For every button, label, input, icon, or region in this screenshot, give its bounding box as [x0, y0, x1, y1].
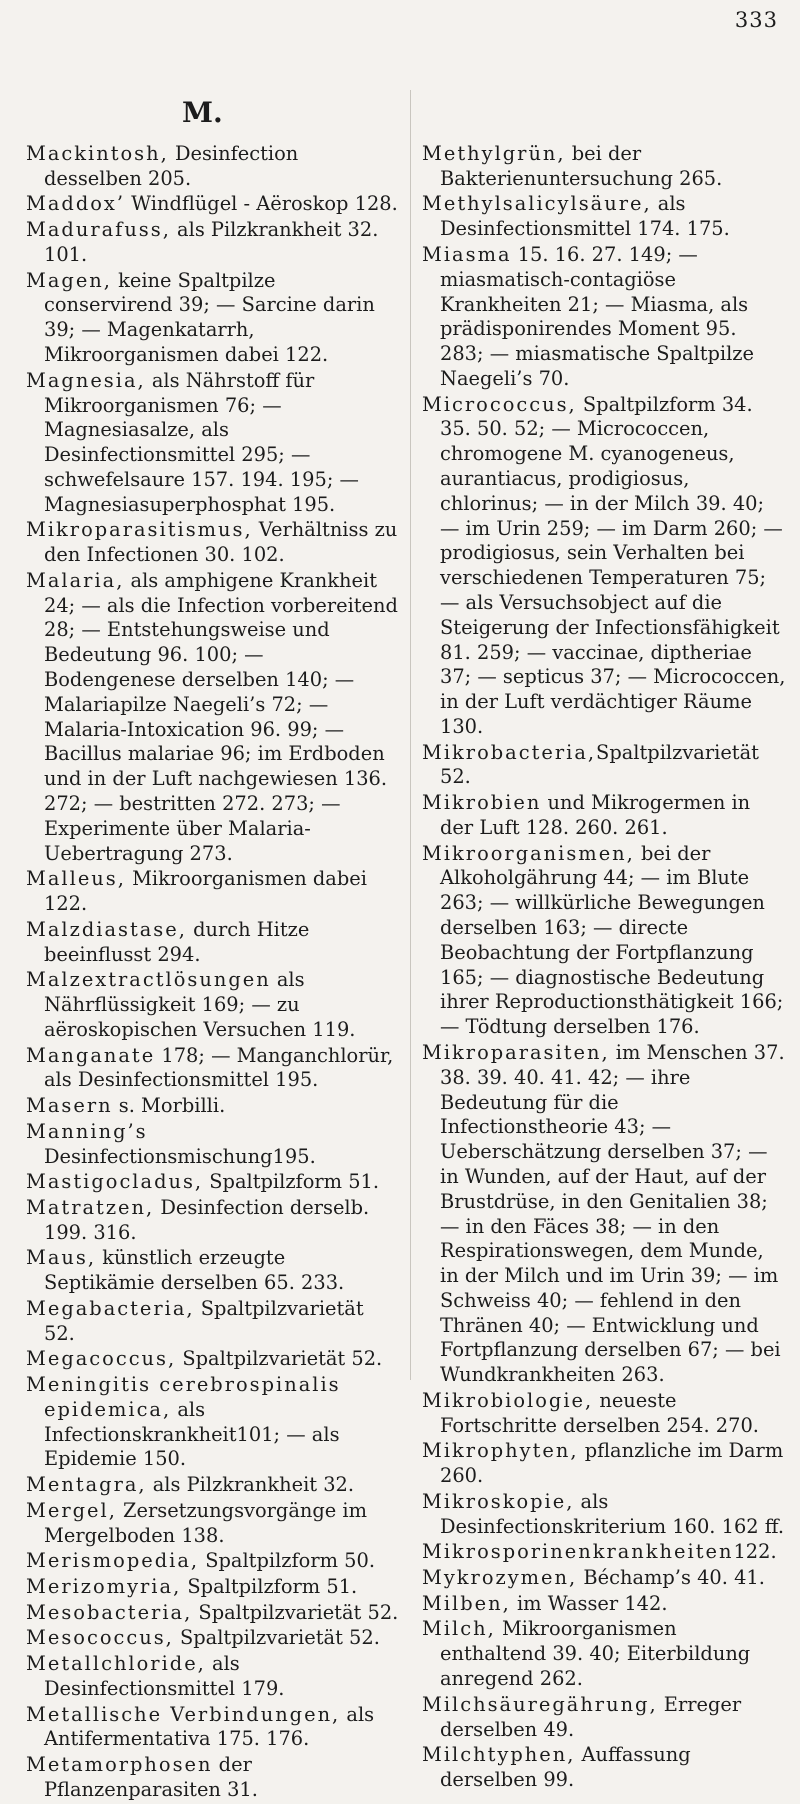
entry-keyword: Mackintosh,	[26, 142, 169, 165]
entry-text: bei der Alkoholgährung 44; — im Blute 263; — willkürliche Bewegungen derselben 163; — directe Beobachtung der Fortpflanzung 165; — diagnostische Bedeutung ihrer Reproductionsthätigkeit 166; — Tödtung derselben 176.	[440, 841, 784, 1039]
entry-keyword: Mikroskopie,	[422, 1489, 575, 1513]
index-entry	[26, 569, 400, 867]
entry-text: als Desinfectionsmittel 179.	[44, 1652, 285, 1700]
entry-text: Spaltpilzform 34. 35. 50. 52; — Micrococcen, chromogene M. cyanogeneus, aurantiacus, prodigiosus, chlorinus; — in der Milch 39. 40; — im Urin 259; — im Darm 260; — prodigiosus, sein Verhalten bei verschiedenen Temperaturen 75; — als Versuchsobject auf die Steigerung der Infectionsfähigkeit 81. 259; — vaccinae, diptheriae 37; — septicus 37; — Micrococcen, in der Luft verdächtiger Räume 130.	[440, 392, 786, 738]
entry-keyword: Milch,	[422, 1617, 496, 1641]
section-letter: M.	[182, 96, 223, 129]
entry-keyword: Magen,	[26, 268, 112, 292]
index-entry	[26, 1575, 400, 1600]
entry-text: 15. 16. 27. 149; — miasmatisch-contagiöse Krankheiten 21; — Miasma, als prädisponirendes Moment 95. 283; — miasmatische Spaltpilze Naegeli’s 70.	[440, 242, 754, 390]
index-entry	[26, 1373, 400, 1472]
index-column-right	[422, 142, 786, 1794]
entry-text: Auffassung derselben 99.	[440, 1743, 691, 1792]
entry-keyword: Mergel,	[26, 1498, 117, 1522]
page-number: 333	[734, 8, 778, 32]
entry-keyword: Masern	[26, 1094, 113, 1118]
entry-keyword: Maddox’	[26, 192, 126, 216]
entry-text: Mikroorganismen dabei 122.	[44, 867, 367, 916]
entry-text: künstlich erzeugte Septikämie derselben 65. 233.	[44, 1246, 345, 1295]
index-entry	[422, 243, 786, 392]
entry-text: Desinfection desselben 205.	[44, 142, 299, 190]
index-entry	[26, 1120, 400, 1170]
index-entry	[26, 867, 400, 917]
entry-keyword: Mesococcus,	[26, 1626, 174, 1650]
index-entry	[422, 393, 786, 740]
entry-text: als Pilzkrankheit 32. 101.	[44, 218, 379, 266]
entry-keyword: Mikroparasiten,	[422, 1040, 610, 1064]
index-entry	[26, 1094, 400, 1119]
entry-text: und Mikrogermen in der Luft 128. 260. 261.	[440, 791, 751, 839]
index-entry	[26, 1703, 400, 1753]
entry-keyword: Milchtyphen,	[422, 1743, 576, 1767]
entry-text: Mikroorganismen enthaltend 39. 40; Eiterbildung anregend 262.	[440, 1617, 751, 1691]
index-entry	[26, 1297, 400, 1347]
index-entry	[422, 192, 786, 242]
entry-text: Spaltpilzvarietät 52.	[440, 740, 759, 789]
entry-keyword: Manganate	[26, 1043, 156, 1067]
entry-keyword: Meningitis cerebrospinalis epidemica,	[26, 1373, 341, 1421]
entry-keyword: Mesobacteria,	[26, 1600, 193, 1624]
index-entry	[26, 1170, 400, 1195]
entry-text: bei der Bakterienuntersuchung 265.	[440, 142, 723, 190]
entry-keyword: Metallische Verbindungen,	[26, 1702, 341, 1726]
index-entry	[26, 269, 400, 368]
entry-keyword: Mikrophyten,	[422, 1439, 579, 1463]
entry-keyword: Metamorphosen	[26, 1753, 213, 1777]
index-entry	[422, 1490, 786, 1540]
index-entry	[422, 1041, 786, 1388]
entry-keyword: Mentagra,	[26, 1473, 147, 1497]
entry-text: als Pilzkrankheit 32.	[146, 1473, 355, 1497]
entry-keyword: Micrococcus,	[422, 392, 577, 416]
entry-text: Spaltpilzvarietät 52.	[176, 1347, 383, 1371]
entry-text: als Desinfectionsmittel 174. 175.	[440, 192, 730, 241]
index-entry	[26, 369, 400, 518]
entry-keyword: Mykrozymen,	[422, 1566, 578, 1590]
index-entry	[422, 741, 786, 791]
entry-keyword: Mikroparasitismus,	[26, 518, 253, 542]
entry-keyword: Merizomyria,	[26, 1575, 182, 1599]
index-entry	[26, 1601, 400, 1626]
entry-text: Béchamp’s 40. 41.	[577, 1566, 765, 1590]
index-entry	[26, 192, 400, 217]
index-entry	[26, 1753, 400, 1803]
entry-text: Spaltpilzvarietät 52.	[192, 1600, 399, 1624]
entry-text: als Antifermentativa 175. 176.	[44, 1702, 375, 1751]
index-entry	[26, 1499, 400, 1549]
entry-text: 122.	[733, 1540, 777, 1564]
index-entry	[422, 1540, 786, 1565]
entry-keyword: Metallchloride,	[26, 1652, 206, 1676]
index-entry	[26, 1246, 400, 1296]
entry-keyword: Methylsalicylsäure,	[422, 192, 652, 216]
entry-text: Zersetzungsvorgänge im Mergelboden 138.	[44, 1498, 368, 1547]
entry-text: durch Hitze beeinflusst 294.	[44, 917, 310, 966]
entry-keyword: Milben,	[422, 1591, 511, 1615]
entry-keyword: Madurafuss,	[26, 218, 171, 242]
entry-text: als Desinfectionskriterium 160. 162 ff.	[440, 1489, 785, 1538]
index-entry	[26, 518, 400, 568]
index-entry	[422, 1439, 786, 1489]
entry-keyword: Malaria,	[26, 568, 125, 592]
entry-text: Spaltpilzform 51.	[203, 1170, 380, 1194]
entry-text: 178; — Manganchlorür, als Desinfectionsmittel 195.	[44, 1043, 394, 1092]
entry-text: als Nährflüssigkeit 169; — zu aëroskopischen Versuchen 119.	[44, 968, 356, 1041]
entry-keyword: Malzextractlösungen	[26, 968, 271, 992]
entry-keyword: Mikrobacteria,	[422, 740, 597, 764]
index-entry	[422, 1592, 786, 1617]
entry-keyword: Methylgrün,	[422, 142, 566, 165]
index-entry	[422, 1693, 786, 1743]
index-entry	[422, 1617, 786, 1691]
index-entry	[422, 1389, 786, 1439]
index-entry	[26, 968, 400, 1042]
index-entry	[422, 791, 786, 841]
entry-text: Spaltpilzvarietät 52.	[44, 1296, 364, 1345]
entry-keyword: Milchsäuregährung,	[422, 1692, 658, 1716]
entry-keyword: Mastigocladus,	[26, 1170, 204, 1194]
index-entry	[422, 142, 786, 192]
entry-keyword: Mikroorganismen,	[422, 841, 635, 865]
entry-keyword: Megabacteria,	[26, 1296, 195, 1320]
entry-keyword: Mikrobiologie,	[422, 1388, 594, 1412]
index-entry	[26, 1044, 400, 1094]
entry-text: Windflügel - Aëroskop 128.	[125, 192, 398, 216]
entry-text: als Nährstoff für Mikroorganismen 76; — Magnesiasalze, als Desinfectionsmittel 295; — schwefelsaure 157. 194. 195; — Magnesiasuperphosphat 195.	[44, 368, 359, 516]
index-entry	[26, 1549, 400, 1574]
index-entry	[26, 1652, 400, 1702]
index-entry	[422, 1566, 786, 1591]
index-entry	[26, 918, 400, 968]
entry-text: als Infectionskrankheit101; — als Epidemie 150.	[44, 1397, 340, 1471]
entry-text: Verhältniss zu den Infectionen 30. 102.	[44, 518, 398, 567]
index-entry	[26, 142, 400, 192]
column-divider	[410, 90, 411, 1380]
entry-keyword: Matratzen,	[26, 1195, 155, 1219]
entry-keyword: Miasma	[422, 242, 512, 266]
index-entry	[26, 218, 400, 268]
entry-text: Desinfection derselb. 199. 316.	[44, 1195, 370, 1244]
entry-text: Spaltpilzvarietät 52.	[173, 1626, 380, 1650]
index-entry	[422, 842, 786, 1040]
entry-keyword: Mikrobien	[422, 791, 542, 815]
entry-text: pflanzliche im Darm 260.	[440, 1439, 784, 1488]
entry-keyword: Merismopedia,	[26, 1549, 200, 1573]
index-entry	[26, 1347, 400, 1372]
entry-text: s. Morbilli.	[112, 1094, 226, 1118]
index-entry	[26, 1626, 400, 1651]
entry-text: Desinfectionsmischung195.	[44, 1144, 316, 1168]
index-entry	[422, 1743, 786, 1793]
entry-keyword: Manning’s	[26, 1119, 148, 1143]
index-entry	[26, 1473, 400, 1498]
entry-keyword: Mikrosporinenkrankheiten	[422, 1540, 734, 1564]
entry-text: neueste Fortschritte derselben 254. 270.	[440, 1388, 759, 1437]
entry-text: Spaltpilzform 50.	[199, 1549, 376, 1573]
entry-keyword: Megacoccus,	[26, 1347, 177, 1371]
index-column-left	[26, 142, 400, 1804]
entry-text: als amphigene Krankheit 24; — als die Infection vorbereitend 28; — Entstehungsweise und Bedeutung 96. 100; — Bodengenese derselben 140; — Malariapilze Naegeli’s 72; — Malaria-Intoxication 96. 99; — Bacillus malariae 96; im Erdboden und in der Luft nachgewiesen 136. 272; — bestritten 272. 273; — Experimente über Malaria-Uebertragung 273.	[44, 568, 398, 865]
entry-text: Spaltpilzform 51.	[181, 1575, 358, 1599]
entry-keyword: Magnesia,	[26, 368, 146, 392]
entry-keyword: Malzdiastase,	[26, 917, 187, 941]
entry-text: der Pflanzenparasiten 31.	[44, 1753, 258, 1801]
entry-keyword: Malleus,	[26, 867, 126, 891]
index-entry	[26, 1196, 400, 1246]
entry-keyword: Maus,	[26, 1246, 97, 1270]
entry-text: im Menschen 37. 38. 39. 40. 41. 42; — ihre Bedeutung für die Infectionstheorie 43; — Ueberschätzung derselben 37; — in Wunden, auf der Haut, auf der Brustdrüse, in den Genitalien 38; — in den Fäces 38; — in den Respirationswegen, dem Munde, in der Milch und im Urin 39; — im Schweiss 40; — fehlend in den Thränen 40; — Entwicklung und Fortpflanzung derselben 67; — bei Wundkrankheiten 263.	[440, 1040, 785, 1387]
entry-text: Erreger derselben 49.	[440, 1692, 742, 1741]
entry-text: keine Spaltpilze conservirend 39; — Sarcine darin 39; — Magenkatarrh, Mikroorganismen dabei 122.	[44, 268, 375, 367]
entry-text: im Wasser 142.	[510, 1591, 668, 1615]
